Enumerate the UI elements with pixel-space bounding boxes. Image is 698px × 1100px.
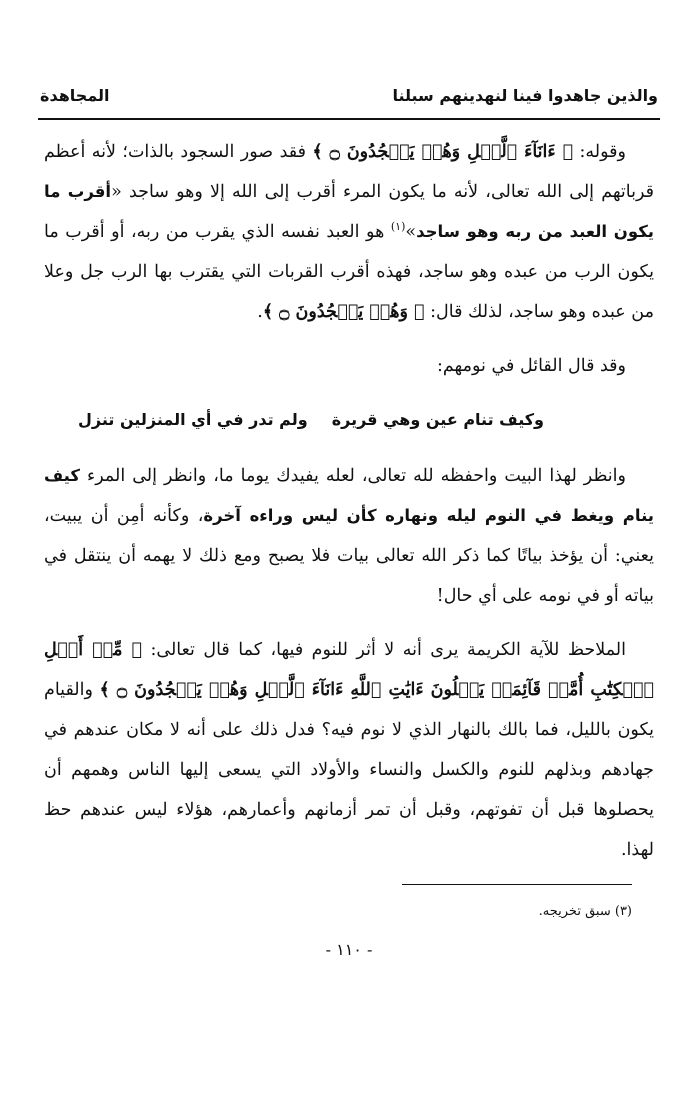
quran-verse: ﴿ ءَانَآءَ ٱلَّيۡلِ وَهُمۡ يَسۡجُدُونَ ۝ ﴾ <box>312 142 574 162</box>
text-run: » <box>405 222 417 242</box>
running-title: والذين جاهدوا فينا لنهدينهم سبلنا <box>392 86 658 105</box>
poem-hemistich-2: ولم تدر في أي المنزلين تنزل <box>78 410 308 429</box>
quran-verse: ﴿ وَهُمۡ يَسۡجُدُونَ ۝ ﴾ <box>262 302 425 322</box>
page-number: - ١١٠ - <box>325 940 373 959</box>
footnote-ref: (١) <box>390 220 406 234</box>
poem-verse <box>44 400 654 442</box>
paragraph-2: وقد قال القائل في نومهم: <box>436 356 626 376</box>
text-run: وقوله: <box>573 142 626 162</box>
section-title: المجاهدة <box>40 86 110 105</box>
footnote-divider <box>402 884 632 885</box>
poem-hemistich-1: وكيف تنام عين وهي قريرة <box>331 410 544 429</box>
text-run: . <box>257 302 263 322</box>
hadith-text: أقرب ما يكون العبد من ربه وهو ساجد <box>44 182 654 241</box>
header-divider <box>38 118 660 120</box>
text-run: الملاحظ للآية الكريمة يرى أنه لا أثر للنوم فيها، كما قال تعالى: <box>142 640 627 660</box>
page-header <box>40 86 658 116</box>
text-run: وانظر لهذا البيت واحفظه لله تعالى، لعله يفيدك يوما ما، وانظر إلى المرء <box>79 466 626 486</box>
bold-phrase: كيف ينام ويغط في النوم ليله ونهاره كأن ليس وراءه آخرة <box>44 466 654 525</box>
quran-verse: ﴿ مِّنۡ أَهۡلِ ٱلۡكِتَٰبِ أُمَّةٞ قَآئِمَةٞ يَتۡلُونَ ءَايَٰتِ ٱللَّهِ ءَانَآءَ ٱلَّيۡلِ وَهُمۡ يَسۡجُدُونَ ۝ ﴾ <box>44 640 654 700</box>
paragraph-1 <box>44 132 654 332</box>
footnote: (٣) سبق تخريجه. <box>538 904 632 919</box>
text-run: هو العبد نفسه الذي يقرب من ربه، أو أقرب ما يكون الرب من عبده وهو ساجد، فهذه أقرب القربات التي يقترب بها الرب جل وعلا من عبده وهو ساجد، لذلك قال: <box>44 222 654 322</box>
text-run: ، وكأنه أمِن أن يبيت، يعني: أن يؤخذ بياتًا كما ذكر الله تعالى بيات فلا يصبح ومع ذلك لا يهمه أن ينتقل في بياته أو في نومه على أي حال! <box>44 506 654 606</box>
paragraph-3 <box>44 456 654 616</box>
text-run: فقد صور السجود بالذات؛ لأنه أعظم قرباتهم إلى الله تعالى، لأنه ما يكون المرء أقرب إلى الله إلا وهو ساجد « <box>44 142 654 202</box>
text-run: والقيام يكون بالليل، فما بالك بالنهار الذي لا نوم فيه؟ فدل ذلك على أنه لا مكان عندهم في جهادهم وبذلهم للنوم والكسل والنساء والأولاد التي يسعى إليها الناس وهمهم أن يحصلوها قبل أن تفوتهم، وقبل أن تمر أزمانهم وأعمارهم، هؤلاء ليس عندهم حظ لهذا. <box>44 680 654 860</box>
main-text <box>44 132 654 884</box>
paragraph-4 <box>44 630 654 870</box>
